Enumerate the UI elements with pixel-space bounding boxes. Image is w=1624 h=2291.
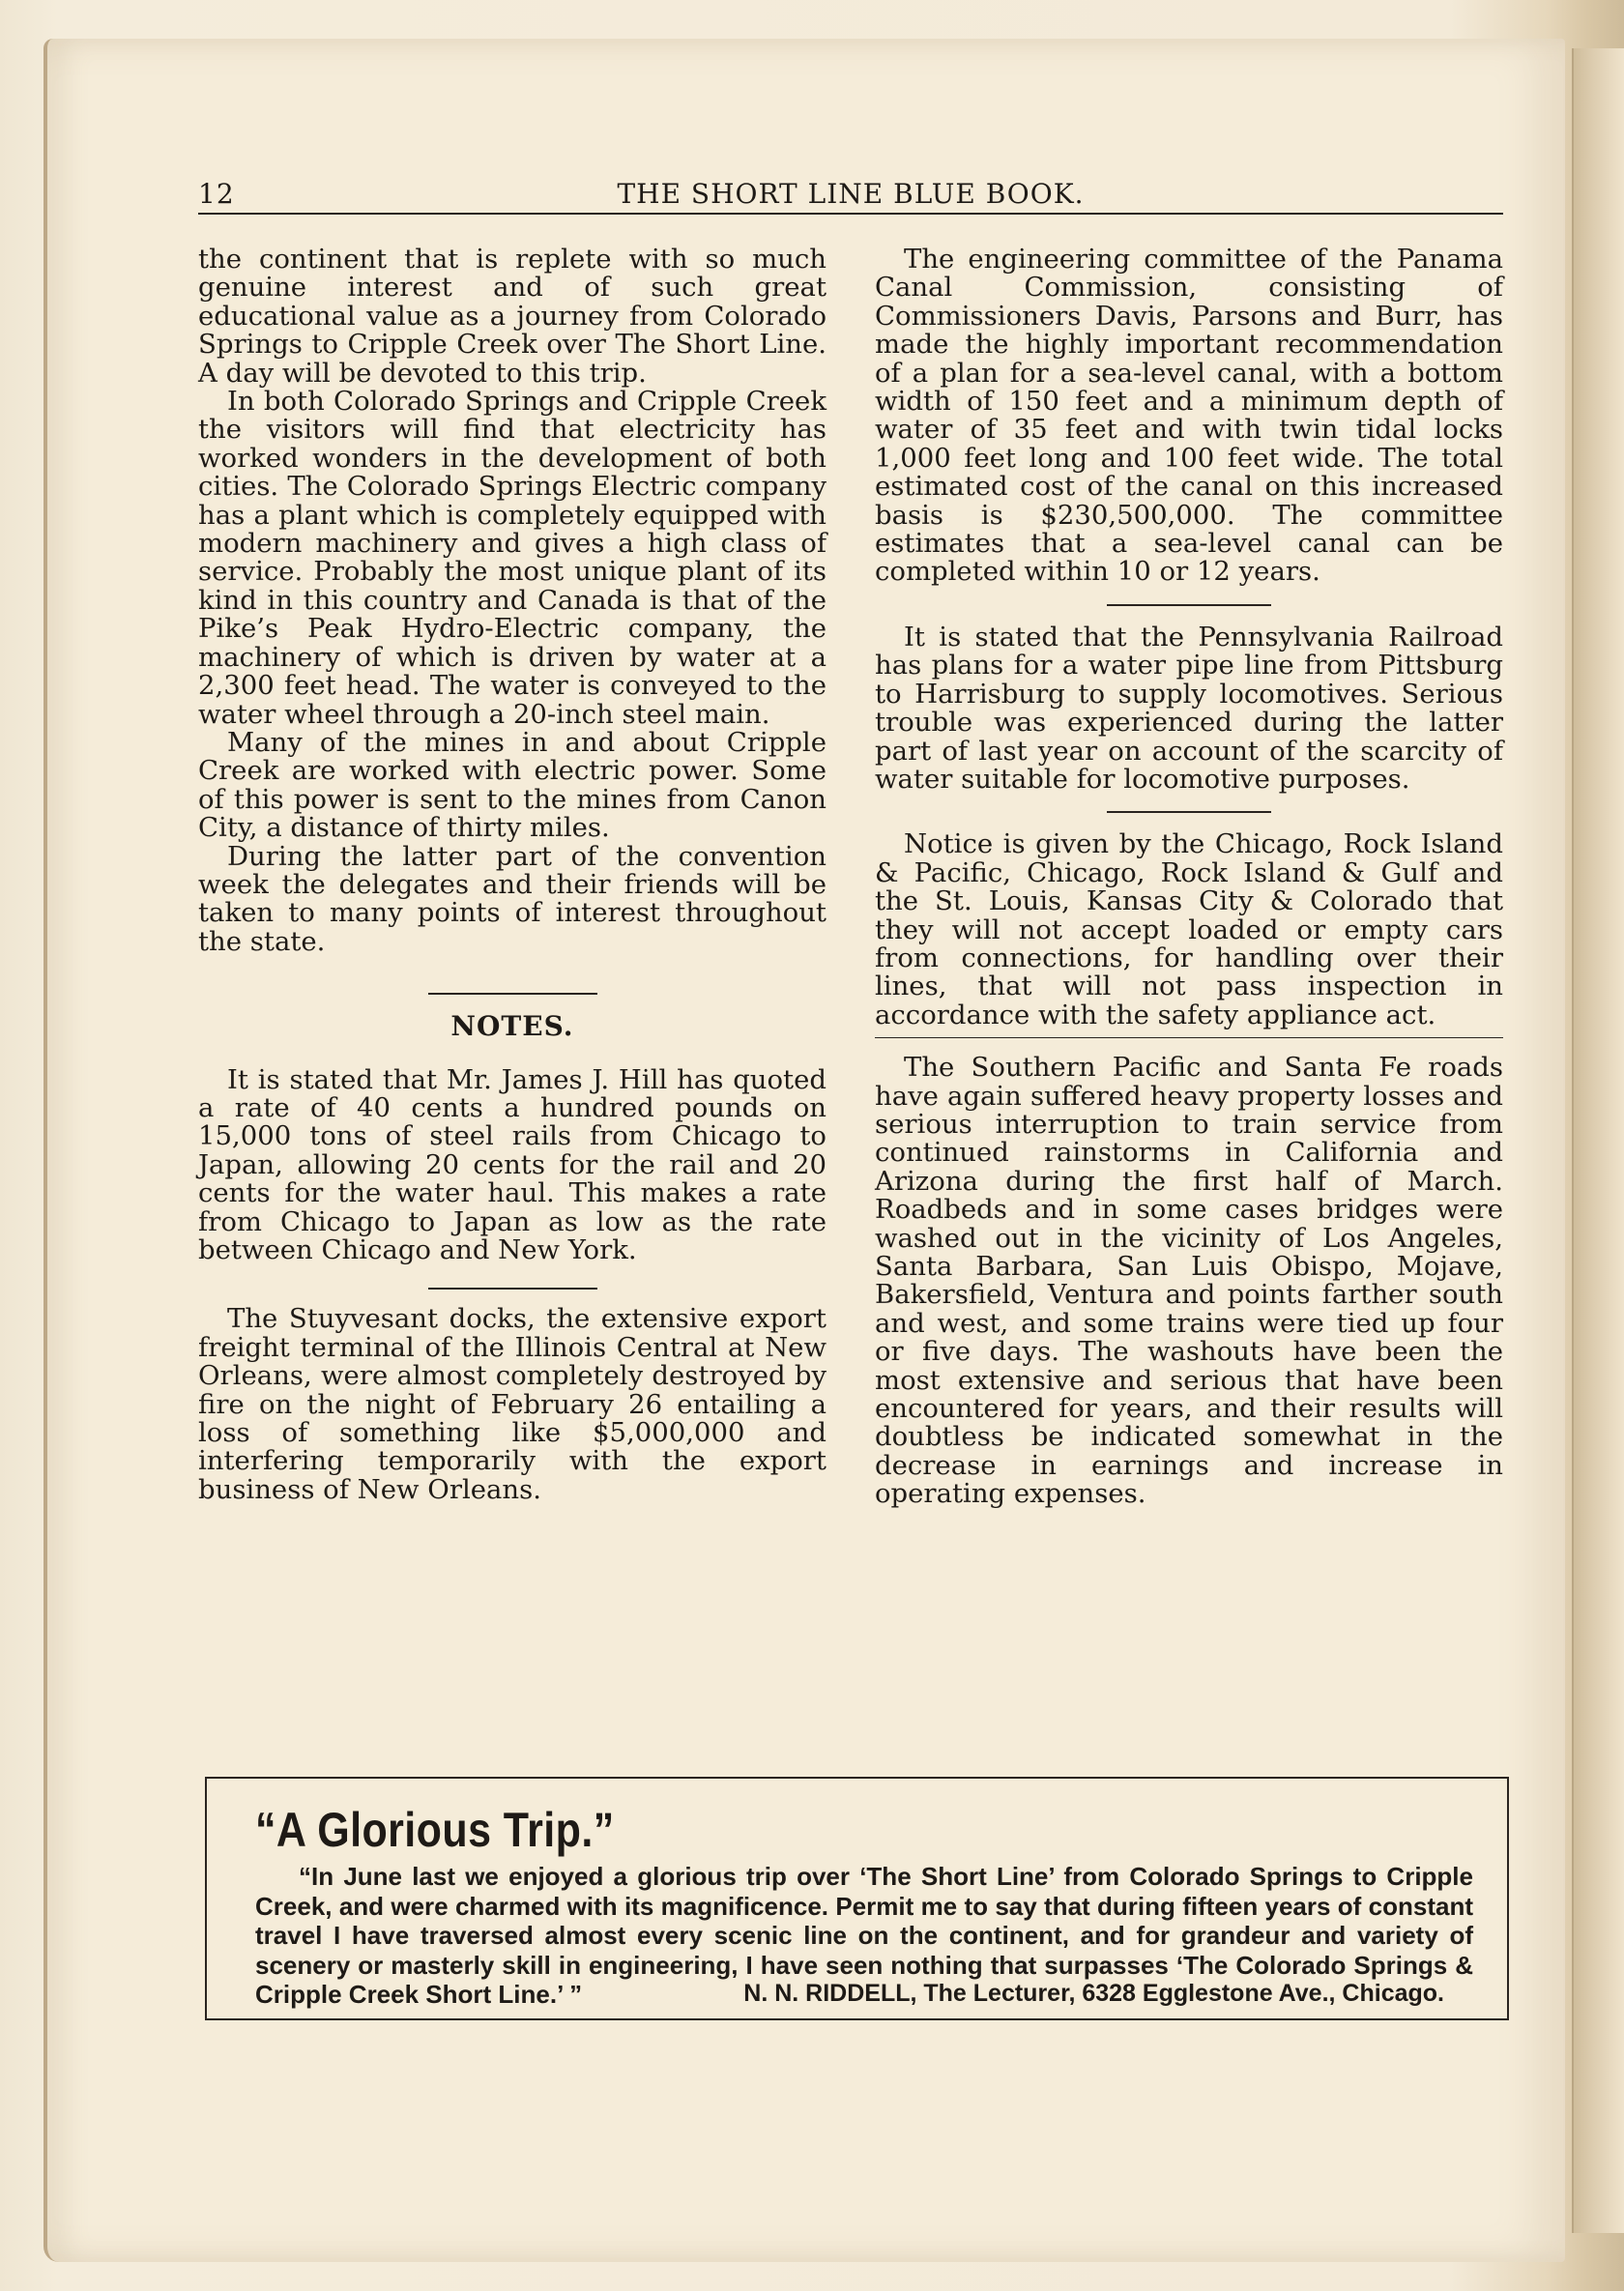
testimonial-box xyxy=(205,1777,1509,2020)
note-paragraph: The Southern Pacific and Santa Fe roads have again suffered heavy property losses and serious interruption to train service from continued rainstorms in California and Arizona during the first half of March. Roadbeds and in some cases bridges were washed out in the vicinity of Los Angeles, Santa Barbara, San Luis Obispo, Mojave, Bakersfield, Ventura and points farther south and west, and some trains were tied up four or five days. The washouts have been the most extensive and serious that have been encountered for years, and their results will doubtless be indicated somewhat in the decrease in earnings and increase in operating expenses. xyxy=(875,1052,1503,1510)
article-paragraph: the continent that is replete with so much genuine interest and of such great educational value as a journey from Colorado Springs to Cripple Creek over The Short Line. A day will be devoted to this trip. xyxy=(198,244,826,389)
note-paragraph: It is stated that the Pennsylvania Railroad has plans for a water pipe line from Pittsburg to Harrisburg to supply locomotives. Serious trouble was experienced during the latter part of last year on account of the scarcity of water suitable for locomotive purposes. xyxy=(875,621,1503,795)
article-paragraph: Many of the mines in and about Cripple Creek are worked with electric power. Some of this power is sent to the mines from Canon City, a distance of thirty miles. xyxy=(198,726,826,844)
note-paragraph: Notice is given by the Chicago, Rock Island & Pacific, Chicago, Rock Island & Gulf and the St. Louis, Kansas City & Colorado that they will not accept loaded or empty cars from connections, for handling over their lines, that will not pass inspection in accordance with the safety appliance act. xyxy=(875,828,1503,1030)
article-paragraph: In both Colorado Springs and Cripple Creek the visitors will find that electricity has worked wonders in the development of both cities. The Colorado Springs Electric company has a plant which is completely equipped with modern machinery and gives a high class of service. Probably the most unique plant of its kind in this country and Canada is that of the Pike’s Peak Hydro-Electric company, the machinery of which is driven by water at a 2,300 feet head. The water is conveyed to the water wheel through a 20-inch steel main. xyxy=(198,386,826,730)
note-paragraph: It is stated that Mr. James J. Hill has quoted a rate of 40 cents a hundred pounds on 15,000 tons of steel rails from Chicago to Japan, allowing 20 cents for the rail and 20 cents for the water haul. This makes a rate from Chicago to Japan as low as the rate between Chicago and New York. xyxy=(198,1063,826,1265)
note-paragraph: The engineering committee of the Panama Canal Commission, consisting of Commissioners Davis, Parsons and Burr, has made the highly important recommendation of a plan for a sea-level canal, with a bottom width of 150 feet and a minimum depth of water of 35 feet and with twin tidal locks 1,000 feet long and 100 feet wide. The total estimated cost of the canal on this increased basis is $230,500,000. The committee estimates that a sea-level canal can be completed within 10 or 12 years. xyxy=(875,244,1503,588)
note-paragraph: The Stuyvesant docks, the extensive export freight terminal of the Illinois Central at New Orleans, were almost completely destroyed by fire on the night of February 26 entailing a loss of something like $5,000,000 and interfering temporarily with the export business of New Orleans. xyxy=(198,1303,826,1505)
left-column xyxy=(198,246,826,1504)
page-number: 12 xyxy=(198,178,235,210)
testimonial-signature: N. N. RIDDELL, The Lecturer, 6328 Egglestone Ave., Chicago. xyxy=(743,1980,1444,2007)
testimonial-title: “A Glorious Trip.” xyxy=(255,1803,615,1857)
testimonial-quote: “In June last we enjoyed a glorious trip over ‘The Short Line’ from Colorado Springs to Cripple Creek, and were charmed with its magnificence. Permit me to say that during fifteen years of constant travel I have traversed almost every scenic line on the continent, and for grandeur and variety of scenery or masterly skill in engineering, I have seen nothing that surpasses ‘The Colorado Springs & Cripple Creek Short Line.’ ” xyxy=(255,1862,1473,2009)
article-paragraph: During the latter part of the convention week the delegates and their friends will be taken to many points of interest throughout the state. xyxy=(198,840,826,957)
running-header xyxy=(198,174,1503,215)
book-spine-edge xyxy=(1572,48,1624,2233)
notes-heading: NOTES. xyxy=(450,1010,574,1043)
right-column xyxy=(875,246,1503,1509)
running-title: THE SHORT LINE BLUE BOOK. xyxy=(617,178,1085,210)
